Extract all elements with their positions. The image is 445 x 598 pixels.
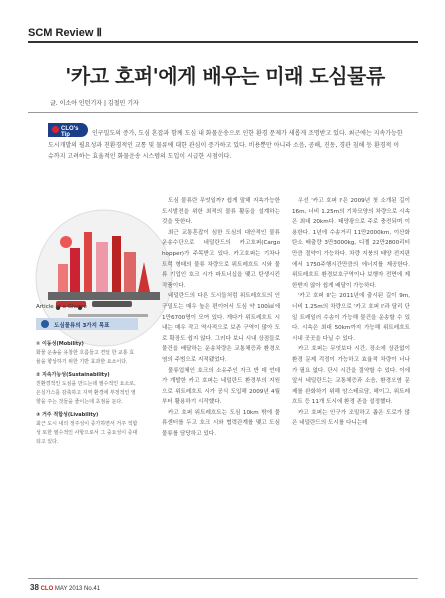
byline-rule [28,112,418,113]
article-title: '카고 호퍼'에게 배우는 미래 도심물류 [65,64,385,88]
body-column-2 [292,196,410,429]
clo-tip-badge: CLO's Tip [48,123,88,137]
page-number: 38 [30,583,39,592]
page-footer [30,583,100,592]
city-illustration [28,202,180,354]
tip-dot-icon [52,126,59,133]
issue-info: MAY 2013 No.41 [54,586,101,592]
paragraph: 네덜란드의 다른 도시들처럼 위트레흐트의 인구밀도는 매우 높은 편이어서 도심 약 100㎢에 1만6700명이 모여 있다. 게다가 위트레흐트 시내는 매우 작고 역사적으로 보존 구역이 많아 도로 확장도 쉽지 않다. 그러다 보니 시내 상점들로 물건을 배달하는 운송차량은 교통체증과 환경오염의 주범으로 지적됐었다. [162,293,280,363]
paragraph: 최근 교통혼잡이 심한 도심의 대안적인 물류 운송수단으로 네덜란드의 카고호퍼(Cargo hopper)가 주목받고 있다. 카고호퍼는 기차나 트럭 형태의 물류 차량으로 위트레흐트 시와 물류 기업인 호크 시가 파트너십을 맺고 탄생시킨 작품이다. [162,229,280,289]
header-rule [28,41,418,43]
paragraph: 도심 물류란 무엇일까? 쉽게 말해 지속가능한 도시발전을 위한 최적의 물류 활동을 설계하는 것을 뜻한다. [162,198,280,226]
sidebar-item: ② 지속가능성(Sustainability) 친환경적인 도심을 만드는데 필수적인 요소로, 온실가스를 감축하고 지역 환경에 부정적인 영향을 주는 것들을 줄이는데 초점을 둔다. [36,372,136,405]
body-column-1 [162,196,280,440]
byline: 글. 이소아 인턴기자 | 김철민 기자 [50,100,139,107]
paragraph: 우선 '카고 호퍼 I'은 2009년 첫 소개된 길이 16m, 너비 1.25m의 기차모양의 차량으로 시속은 최대 20km다. 태양광으로 주로 충전되며 이용한다. 1년에 수송거리 11만2000km, 이산화탄소 배출량 3만3000kg, 디젤 22만2800리터만큼 절약이 가능하다. 차량 지붕의 태양 전지판에서 1750주행시간만큼의 에너지를 제공한다. 위트레흐트 환경보호구역이나 보행자 전면에 제한받지 않아 쉽게 배달이 가능하다. [292,198,410,289]
brand-name: CLO [40,586,54,592]
glance-icon [41,320,49,328]
section-label: SCM Review Ⅱ [28,27,102,39]
lead-paragraph: 인구밀도의 증가, 도심 혼잡과 함께 도심 내 화물운송으로 인한 환경 문제가 새롭게 조명받고 있다. 최근에는 지속가능한 도시개발의 필요성과 친환경적인 교통 및 물류에 대한 관심이 증가하고 있다. 비용뿐만 아니라 소음, 공해, 진동, 경관 침해 등 환경적 이슈까지 고려하는 효율적인 화물운송 시스템의 도입이 시급한 시점이다. [48,130,403,160]
sidebar-item: ① 이동성(Mobility) 화물 운송을 유창한 흐름들고 견딜 한 교통 효율을 향상하기 위한 기반 효과한 요소이다. [36,341,135,365]
sidebar-list [36,340,138,447]
paragraph: 카고 호퍼는 인구가 조밀하고 좁은 도로가 많은 네덜란드의 도시를 다니는데 [292,409,410,427]
sidebar-title-bar: 도심물류의 3가지 목표 [36,318,138,330]
sidebar-item: ③ 거주 적합성(Livability) 최근 도시 내의 정주성이 증가하면서 거주 적합성 또한 필수적인 사항으로서 그 중요성이 증대되고 있다. [36,412,138,445]
paragraph: 물류업체인 호크의 소유주인 자크 반 데 언데가 개발한 카고 호퍼는 네덜란드 환경부의 지원으로 위트레흐트 시가 공식 도입해 2009년 4월부터 활용하기 시작했다. [162,367,280,406]
paragraph: 카고 호퍼는 무엇보다 시간, 장소에 상관없이 환경 문제 걱정이 가능하고 효율적 차량이 너나가 필요 없다. 단시 시간을 절약할 수 있다. 이에 앞서 네덜란드는 교통체증과 소음, 환경오염 문제를 완화하기 위해 암스테르담, 헤이그, 위트레흐트 등 11개 도시에 환경 존을 설정했다. [292,346,410,406]
footer-rule [28,578,418,579]
paragraph: '카고 호퍼 II'는 2011년에 출시된 길이 9m, 너비 1.25m의 차량으로 '카고 호퍼 I'과 달리 단일 트레일러 수송이 가능해 물건을 운송할 수 있다. 시속은 최대 50km까지 가능해 위트레흐트 시내 곳곳을 다닐 수 있다. [292,293,410,342]
paragraph: 카고 호퍼 위트레흐트는 도심 10km 밖에 물류센터를 두고 호크 시와 협력관계를 맺고 도심 물류를 담당하고 있다. [162,409,280,438]
sidebar-header: Article at a Glance [36,304,87,310]
